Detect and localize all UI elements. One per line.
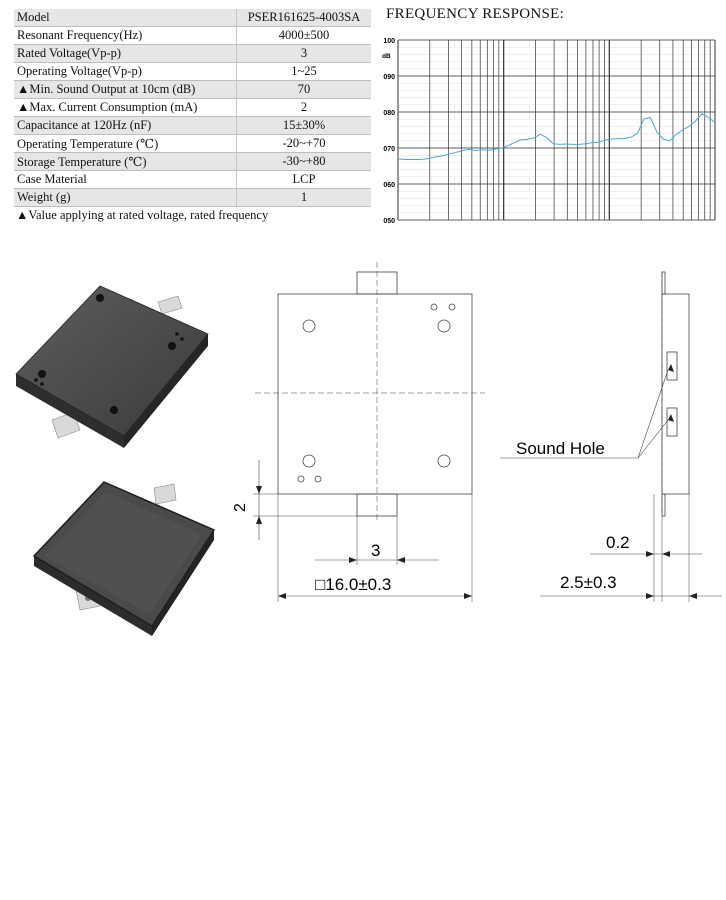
spec-row [14,135,371,153]
spec-value: 15±30% [237,117,372,135]
spec-label: Storage Temperature (℃) [14,153,237,171]
spec-row [14,117,371,135]
buzzer-photo-top [12,282,212,452]
dim-0-2-label: 0.2 [606,533,630,552]
case-side [662,294,689,494]
terminal-pin [154,484,176,504]
y-tick-label: 070 [383,146,395,153]
sound-hole [667,408,677,436]
spec-row [14,63,371,81]
spec-value: 1 [237,189,372,207]
terminal-pin [158,296,182,314]
front-view-drawing [215,260,485,610]
dim-3-label: 3 [371,541,381,560]
y-tick-label: 060 [383,182,395,189]
spec-value: 3 [237,45,372,63]
sound-hole-label: Sound Hole [516,439,605,458]
mounting-hole [303,455,315,467]
mounting-hole [303,320,315,332]
spec-label: Weight (g) [14,189,237,207]
spec-row [14,27,371,45]
dim-16-label: □16.0±0.3 [315,575,392,594]
spec-label: Model [14,9,237,27]
unit-label: dB [382,53,391,60]
y-tick-label: 090 [383,74,395,81]
y-tick-label: 080 [383,110,395,117]
mounting-hole [438,320,450,332]
spec-note: ▲Value applying at rated voltage, rated frequency [16,208,269,222]
side-view-drawing [490,260,726,610]
spec-label: Case Material [14,171,237,189]
spec-label: Rated Voltage(Vp-p) [14,45,237,63]
spec-row [14,153,371,171]
y-tick-label: 050 [383,218,395,225]
spec-label: Operating Temperature (℃) [14,135,237,153]
buzzer-photo-bottom [30,478,220,643]
dim-2-label: 2 [232,503,249,512]
spec-label: Capacitance at 120Hz (nF) [14,117,237,135]
frequency-response-line [398,114,715,160]
spec-label: ▲Min. Sound Output at 10cm (dB) [14,81,237,99]
spec-value: 1~25 [237,63,372,81]
y-tick-label: 100 [383,38,395,45]
spec-value: 4000±500 [237,27,372,45]
spec-value: -30~+80 [237,153,372,171]
frequency-response-title: FREQUENCY RESPONSE: [386,6,565,22]
spec-row [14,81,371,99]
spec-label: Operating Voltage(Vp-p) [14,63,237,81]
spec-row [14,99,371,117]
spec-label: ▲Max. Current Consumption (mA) [14,99,237,117]
spec-table [14,9,371,207]
spec-value: LCP [237,171,372,189]
spec-row [14,189,371,207]
spec-row [14,171,371,189]
case-outline [278,294,472,494]
spec-row [14,45,371,63]
spec-row [14,9,371,27]
sound-hole [667,352,677,380]
spec-value: 2 [237,99,372,117]
dim-2-5-label: 2.5±0.3 [560,573,617,592]
spec-value: -20~+70 [237,135,372,153]
mounting-hole [438,455,450,467]
spec-label: Resonant Frequency(Hz) [14,27,237,45]
frequency-response-chart [370,30,720,230]
spec-value: PSER161625-4003SA [237,9,372,27]
spec-value: 70 [237,81,372,99]
